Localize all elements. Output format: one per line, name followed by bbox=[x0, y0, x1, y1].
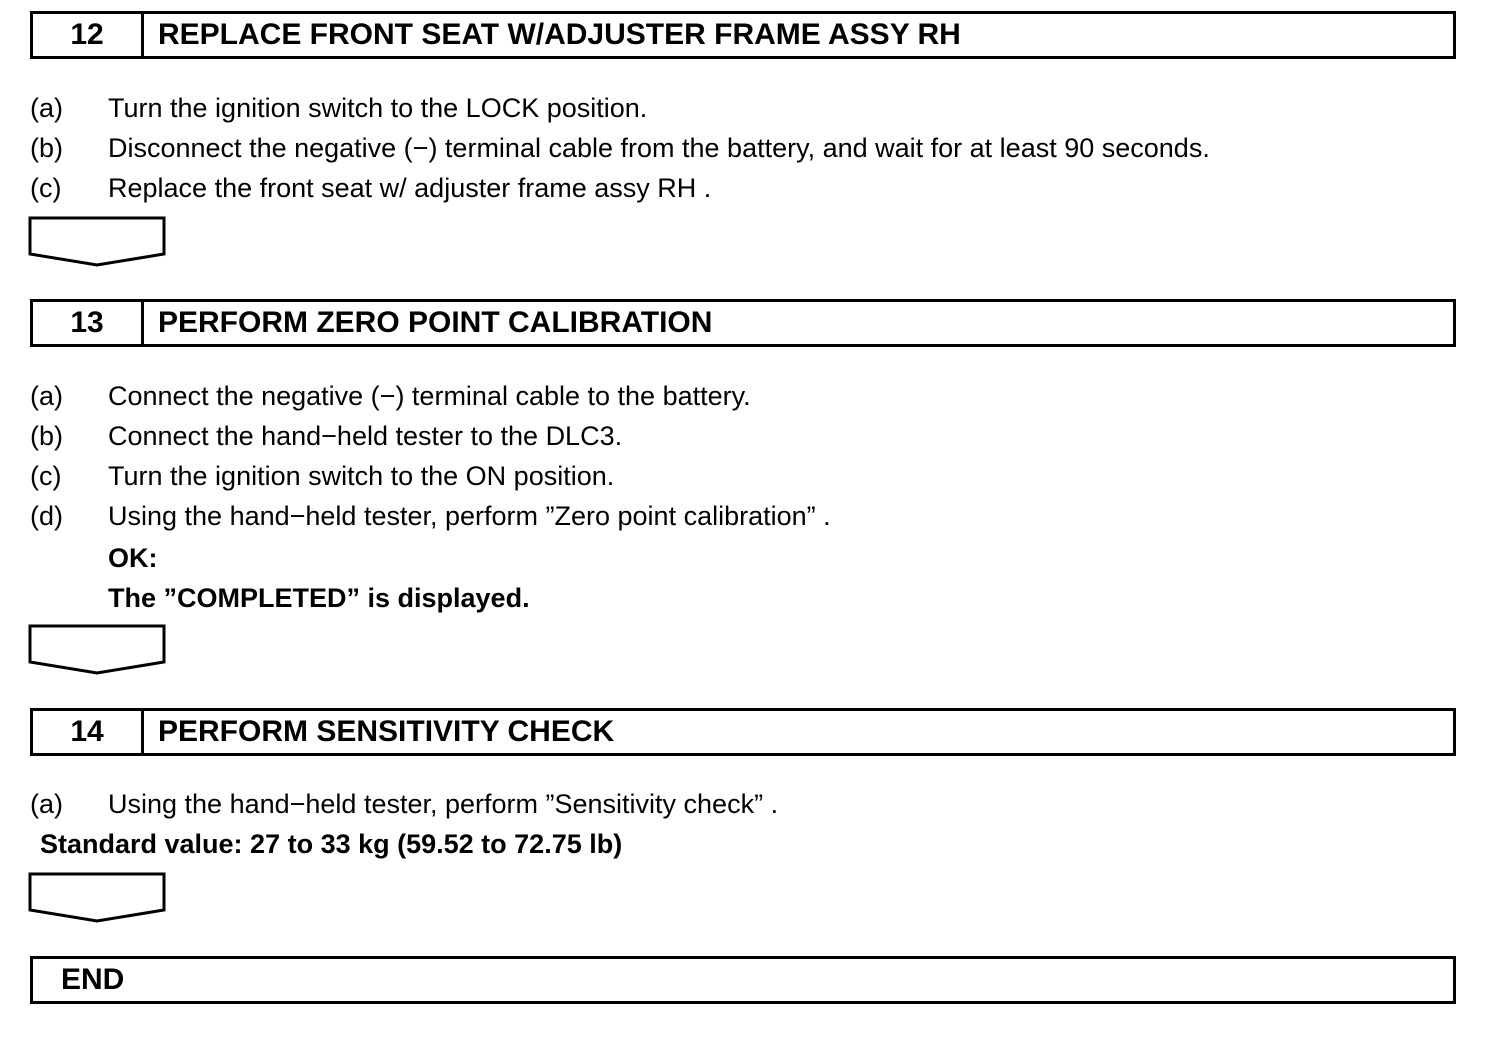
list-item bbox=[30, 172, 711, 204]
step-title: PERFORM SENSITIVITY CHECK bbox=[158, 715, 615, 748]
step-title: PERFORM ZERO POINT CALIBRATION bbox=[158, 306, 713, 339]
list-item bbox=[30, 92, 647, 124]
item-text: Turn the ignition switch to the LOCK position. bbox=[108, 93, 648, 123]
step-14-header bbox=[30, 708, 1456, 756]
item-text: Using the hand−held tester, perform ”Zero point calibration” . bbox=[108, 501, 831, 531]
step-number: 13 bbox=[33, 302, 144, 344]
step-12-header bbox=[30, 11, 1456, 59]
item-letter: (a) bbox=[30, 93, 63, 123]
list-item bbox=[30, 420, 622, 452]
item-letter: (c) bbox=[30, 461, 62, 491]
next-step-arrow-icon bbox=[28, 216, 166, 268]
ok-label: OK: bbox=[108, 543, 158, 573]
list-item bbox=[30, 132, 1210, 164]
next-step-arrow-icon bbox=[28, 624, 166, 676]
list-item bbox=[30, 500, 831, 532]
item-letter: (d) bbox=[30, 501, 63, 531]
item-letter: (a) bbox=[30, 789, 63, 819]
list-item bbox=[30, 460, 614, 492]
end-label: END bbox=[61, 963, 125, 996]
item-letter: (a) bbox=[30, 381, 63, 411]
item-letter: (b) bbox=[30, 421, 63, 451]
end-box bbox=[30, 956, 1456, 1004]
item-text: Disconnect the negative (−) terminal cable from the battery, and wait for at least 90 seconds. bbox=[108, 133, 1210, 163]
step-number: 14 bbox=[33, 711, 144, 753]
item-text: Turn the ignition switch to the ON position. bbox=[108, 461, 615, 491]
item-text: Connect the hand−held tester to the DLC3. bbox=[108, 421, 623, 451]
list-item bbox=[30, 788, 778, 820]
next-step-arrow-icon bbox=[28, 872, 166, 924]
list-item bbox=[30, 380, 751, 412]
ok-text: The ”COMPLETED” is displayed. bbox=[108, 583, 530, 613]
item-text: Connect the negative (−) terminal cable to the battery. bbox=[108, 381, 751, 411]
step-number: 12 bbox=[33, 14, 144, 56]
item-text: Replace the front seat w/ adjuster frame assy RH . bbox=[108, 173, 712, 203]
item-letter: (b) bbox=[30, 133, 63, 163]
item-text: Using the hand−held tester, perform ”Sensitivity check” . bbox=[108, 789, 779, 819]
standard-value: Standard value: 27 to 33 kg (59.52 to 72.75 lb) bbox=[40, 829, 623, 859]
item-letter: (c) bbox=[30, 173, 62, 203]
step-13-header bbox=[30, 299, 1456, 347]
step-title: REPLACE FRONT SEAT W/ADJUSTER FRAME ASSY RH bbox=[158, 18, 961, 51]
